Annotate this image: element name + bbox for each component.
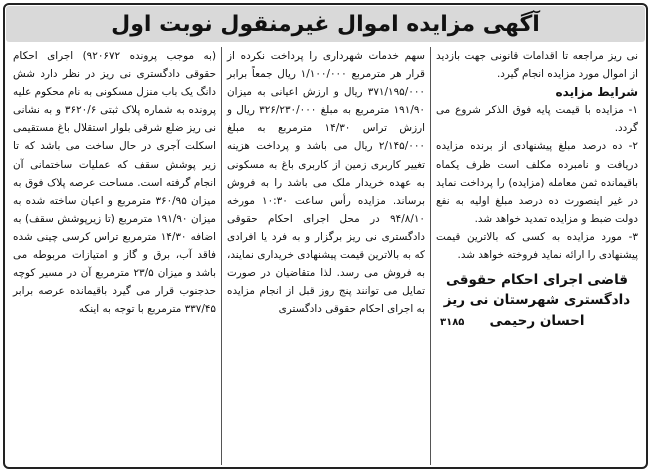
column3-intro: نی ریز مراجعه تا اقدامات قانونی جهت بازدید از اموال مورد مزایده انجام گیرد. <box>436 50 638 81</box>
column-left <box>431 47 643 465</box>
reference-number: ۳۱۸۵ <box>440 317 465 329</box>
signature-name-row <box>436 310 638 332</box>
signature-block <box>436 270 638 310</box>
signature-title: قاضی اجرای احکام حقوقی <box>445 272 629 289</box>
column1-text: (به موجب پرونده ۹۲۰۶۷۲) اجرای احکام حقوقی دادگستری نی ریز در نظر دارد شش دانگ یک باب منزل مسکونی به نام محکوم علیه پرونده به شماره پلاک ثبتی ۳۶۲۰/۶ و به نشانی نی ریز ضلع شرقی بلوار استقلال باغ مستقیمی اسکلت آجری در حال ساخت می باشد که تا زیر پوشش سقف که عملیات ساختمانی آن انجام گرفته است. مساحت عرصه پلاک فوق به میزان ۳۶۰/۹۵ مترمربع و اعیان ساخته شده به میزان ۱۹۱/۹۰ مترمربع (تا زیرپوشش سقف) به اضافه ۱۴/۳۰ مترمربع تراس کرسی چینی شده فاقد آب، برق و گاز و امتیازات مربوطه می باشد و میزان ۲۳/۵ مترمربع آن در مسیر کوچه حدجنوب قرار می گیرد باقیمانده عرصه برابر ۳۳۷/۴۵ مترمربع با توجه به اینکه <box>13 50 216 316</box>
signature-office: دادگستری شهرستان نی ریز <box>443 292 631 309</box>
condition-item-3: ۳- مورد مزایده به کسی که بالاترین قیمت پیشنهادی را ارائه نماید فروخته خواهد شد. <box>436 230 638 262</box>
notice-columns <box>8 47 643 465</box>
column2-text: سهم خدمات شهرداری را پرداخت نکرده از قرار هر مترمربع ۱/۱۰۰/۰۰۰ ریال جمعاً برابر ۳۷۱/۱۹۵/۰۰۰ ریال و ارزش اعیانی به میزان ۱۹۱/۹۰ مترمربع به مبلغ ۳۲۶/۲۳۰/۰۰۰ ریال و ارزش تراس ۱۴/۳۰ مترمربع به مبلغ ۲/۱۴۵/۰۰۰ ریال می باشد و پرداخت هزینه تغییر کاربری زمین از کاربری باغ به مسکونی به عهده خریدار ملک می باشد را به فروش برساند. مزایده رأس ساعت ۱۰:۳۰ مورخه ۹۴/۸/۱۰ در محل اجرای احکام حقوقی دادگستری نی ریز برگزار و به فرد یا افرادی که به بالاترین قیمت پیشنهادی خریداری نمایند، به فروش می رسد. لذا متقاضیان در صورت تمایل می توانند پنج روز قبل از انجام مزایده به اجرای احکام حقوقی دادگستری <box>227 50 425 316</box>
notice-title: آگهی مزایده اموال غیرمنقول نوبت اول <box>111 11 540 37</box>
signature-name: احسان رحیمی <box>489 313 585 330</box>
column-middle <box>221 47 431 465</box>
column-right <box>8 47 221 465</box>
title-banner <box>6 6 645 42</box>
condition-item-1: ۱- مزایده با قیمت پایه فوق الذکر شروع می گردد. <box>436 104 638 135</box>
condition-item-2: ۲- ده درصد مبلغ پیشنهادی از برنده مزایده دریافت و نامبرده مکلف است ظرف یکماه باقیمانده ثمن معامله (مزایده) را پرداخت نماید در غیر اینصورت ده درصد مبلغ اولیه به نفع دولت ضبط و مزایده تمدید خواهد شد. <box>436 140 638 225</box>
conditions-heading: شرایط مزایده <box>555 85 638 100</box>
